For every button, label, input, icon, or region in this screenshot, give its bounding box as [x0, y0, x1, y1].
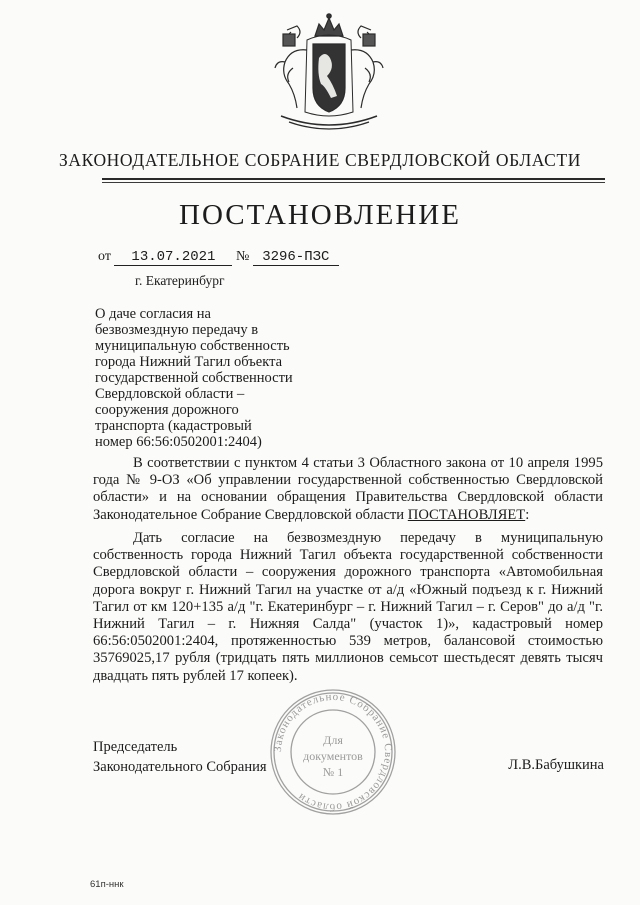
official-seal	[267, 686, 399, 818]
preamble-text: В соответствии с пунктом 4 статьи 3 Областного закона от 10 апреля 1995 года № 9-ОЗ «Об управлении государственной собственностью Свердловской области» и на основании обращения Правительства Свердловской области Законодательное Собрание Свердловской области	[93, 455, 603, 523]
subject-line: номер 66:56:0502001:2404)	[95, 434, 262, 450]
subject-line: муниципальную собственность	[95, 338, 290, 354]
position-line: Законодательного Собрания	[93, 759, 267, 775]
seal-center-text: документов	[303, 749, 363, 763]
position-line: Председатель	[93, 739, 178, 755]
number-prefix: №	[235, 249, 250, 264]
seal-center-text: № 1	[322, 765, 344, 779]
date-number-line	[98, 249, 339, 266]
document-date: 13.07.2021	[114, 250, 232, 266]
subject-line: безвозмездную передачу в	[95, 322, 259, 338]
document-number: 3296-ПЗС	[253, 250, 339, 266]
signatory-position	[93, 737, 267, 777]
document-city: г. Екатеринбург	[135, 273, 225, 288]
sverdlovsk-coat-of-arms-icon	[267, 10, 391, 132]
resolves-colon: :	[525, 506, 530, 523]
subject-line: сооружения дорожного	[95, 402, 239, 418]
subject-line: Свердловской области –	[95, 386, 245, 402]
emblem	[267, 10, 391, 132]
preamble-paragraph	[93, 455, 603, 524]
header-rule-thin	[102, 182, 605, 183]
document-subject	[95, 306, 325, 450]
subject-line: города Нижний Тагил объекта	[95, 354, 283, 370]
subject-line: государственной собственности	[95, 370, 293, 386]
date-prefix: от	[98, 249, 111, 264]
header-rule-thick	[102, 178, 605, 180]
footer-code: 61п-ннк	[90, 879, 124, 890]
subject-line: О даче согласия на	[95, 306, 211, 322]
seal-stamp-icon	[267, 686, 399, 818]
document-title: ПОСТАНОВЛЕНИЕ	[179, 199, 461, 231]
subject-line: транспорта (кадастровый	[95, 418, 252, 434]
resolves-word: ПОСТАНОВЛЯЕТ	[407, 506, 526, 523]
seal-center-text: Для	[323, 733, 343, 747]
decision-paragraph: Дать согласие на безвозмездную передачу в муниципальную собственность города Нижний Тагил объекта государственной собственности Свердловской области – сооружения дорожного транспорта «Автомобильная дорога вокруг г. Нижний Тагил на участке от а/д «Южный подъезд к г. Нижний Тагил от км 120+135 а/д "г. Екатеринбург – г. Нижний Тагил – г. Серов" до а/д "г. Нижний Тагил – г. Нижняя Салда" (участок 1)», кадастровый номер 66:56:0502001:2404, протяженностью 539 метров, балансовой стоимостью 35769025,17 рубля (тридцать пять миллионов семьсот шестьдесят девять тысяч двадцать пять рублей 17 копеек).	[93, 530, 603, 684]
seal-ring-text: Законодательное Собрание Свердловской области	[271, 690, 395, 814]
signatory-name: Л.В.Бабушкина	[508, 757, 604, 773]
organization-name: ЗАКОНОДАТЕЛЬНОЕ СОБРАНИЕ СВЕРДЛОВСКОЙ ОБЛАСТИ	[59, 150, 581, 170]
